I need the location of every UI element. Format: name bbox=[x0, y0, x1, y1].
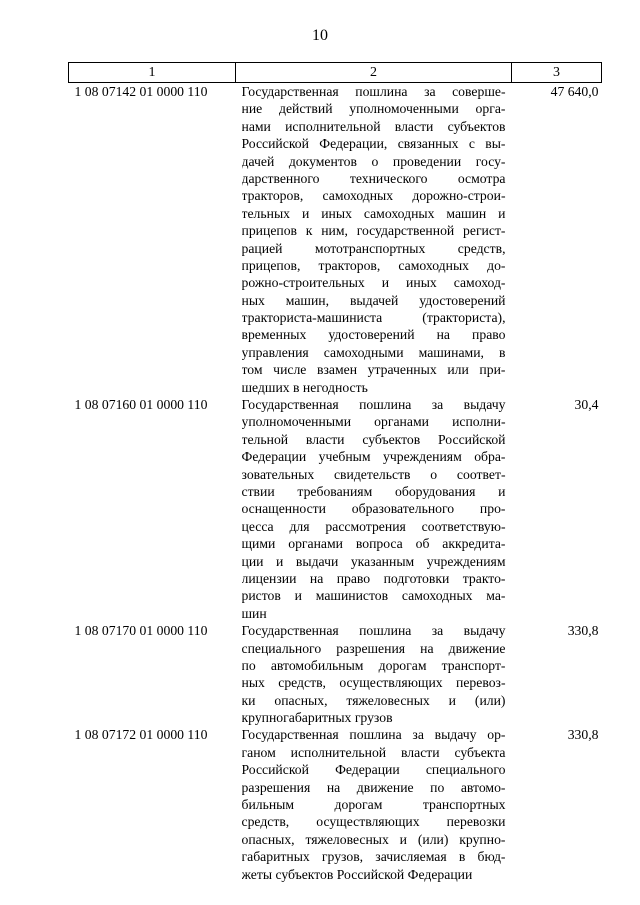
column-header-1: 1 bbox=[69, 63, 236, 83]
budget-table bbox=[68, 62, 602, 883]
description-line: том числе взамен утраченных или при- bbox=[241, 362, 506, 378]
description-line: тельной власти субъектов Российской bbox=[241, 431, 506, 447]
classification-code: 1 08 07170 01 0000 110 bbox=[74, 623, 208, 639]
description-line: прицепов к ним, государственной регист- bbox=[241, 223, 506, 239]
revenue-description bbox=[236, 726, 512, 883]
description-line: ганом исполнительной власти субъекта bbox=[241, 744, 506, 760]
amount-value: 330,8 bbox=[567, 727, 599, 743]
description-line: ние действий уполномоченными орга- bbox=[241, 101, 506, 117]
column-header-2: 2 bbox=[236, 63, 512, 83]
table-header bbox=[69, 63, 602, 83]
classification-code: 1 08 07142 01 0000 110 bbox=[74, 84, 208, 99]
amount-value: 30,4 bbox=[574, 397, 599, 413]
description-line: Государственная пошлина за соверше- bbox=[241, 84, 506, 99]
description-line: крупногабаритных грузов bbox=[241, 710, 393, 726]
description-line: дарственного технического осмотра bbox=[241, 170, 506, 186]
description-line: Российской Федерации специального bbox=[241, 762, 506, 778]
description-line: Российской Федерации, связанных с вы- bbox=[241, 136, 506, 152]
table-row bbox=[69, 622, 602, 726]
description-line: по автомобильным дорогам транспорт- bbox=[241, 657, 506, 673]
description-line: прицепов, тракторов, самоходных до- bbox=[241, 257, 506, 273]
header-row bbox=[69, 63, 602, 83]
page-number: 10 bbox=[312, 27, 328, 44]
description-line: габаритных грузов, зачисляемая в бюд- bbox=[241, 849, 506, 865]
table-row bbox=[69, 83, 602, 397]
description-line: Государственная пошлина за выдачу ор- bbox=[241, 727, 506, 743]
description-line: бильным дорогам транспортных bbox=[241, 797, 506, 813]
classification-code: 1 08 07172 01 0000 110 bbox=[74, 727, 208, 743]
revenue-description bbox=[236, 622, 512, 726]
description-line: тракториста-машиниста (тракториста), bbox=[241, 310, 506, 326]
description-line: тракторов, самоходных дорожно-строи- bbox=[241, 188, 506, 204]
amount-value: 47 640,0 bbox=[550, 84, 599, 99]
description-line: зовательных свидетельств о соответ- bbox=[241, 466, 506, 482]
description-line: Федерации учебным учреждениям обра- bbox=[241, 449, 506, 465]
description-line: лицензии на право подготовки тракто- bbox=[241, 570, 506, 586]
description-line: ристов и машинистов самоходных ма- bbox=[241, 588, 506, 604]
description-line: Государственная пошлина за выдачу bbox=[241, 623, 506, 639]
description-line: нами исполнительной власти субъектов bbox=[241, 118, 506, 134]
description-line: ных машин, выдачей удостоверений bbox=[241, 292, 506, 308]
description-line: цесса для рассмотрения соответствую- bbox=[241, 518, 506, 534]
classification-code: 1 08 07160 01 0000 110 bbox=[74, 397, 208, 413]
table-body bbox=[69, 83, 602, 883]
description-line: шедших в негодность bbox=[241, 379, 368, 395]
description-line: щими органами вопроса об аккредита- bbox=[241, 536, 506, 552]
description-line: ных средств, осуществляющих перевоз- bbox=[241, 675, 506, 691]
description-line: управления самоходными машинами, в bbox=[241, 344, 506, 360]
description-line: разрешения на движение по автомо- bbox=[241, 779, 506, 795]
description-line: тельных и иных самоходных машин и bbox=[241, 205, 506, 221]
description-line: ствии требованиям оборудования и bbox=[241, 483, 506, 499]
amount-value: 330,8 bbox=[567, 623, 599, 639]
table-row bbox=[69, 396, 602, 622]
description-line: шин bbox=[241, 605, 267, 621]
table-row bbox=[69, 726, 602, 883]
description-line: временных удостоверений на право bbox=[241, 327, 506, 343]
description-line: дачей документов о проведении госу- bbox=[241, 153, 506, 169]
description-line: ции и выдачи указанным учреждениям bbox=[241, 553, 506, 569]
column-header-3: 3 bbox=[512, 63, 602, 83]
revenue-description bbox=[236, 396, 512, 622]
revenue-description bbox=[236, 83, 512, 397]
description-line: жеты субъектов Российской Федерации bbox=[241, 866, 473, 882]
description-line: средств, осуществляющих перевозки bbox=[241, 814, 506, 830]
description-line: специального разрешения на движение bbox=[241, 640, 506, 656]
description-line: опасных, тяжеловесных и (или) крупно- bbox=[241, 831, 506, 847]
description-line: уполномоченными органами исполни- bbox=[241, 414, 506, 430]
description-line: ки опасных, тяжеловесных и (или) bbox=[241, 692, 506, 708]
description-line: оснащенности образовательного про- bbox=[241, 501, 506, 517]
description-line: Государственная пошлина за выдачу bbox=[241, 397, 506, 413]
description-line: рожно-строительных и иных самоход- bbox=[241, 275, 506, 291]
description-line: рацией мототранспортных средств, bbox=[241, 240, 506, 256]
